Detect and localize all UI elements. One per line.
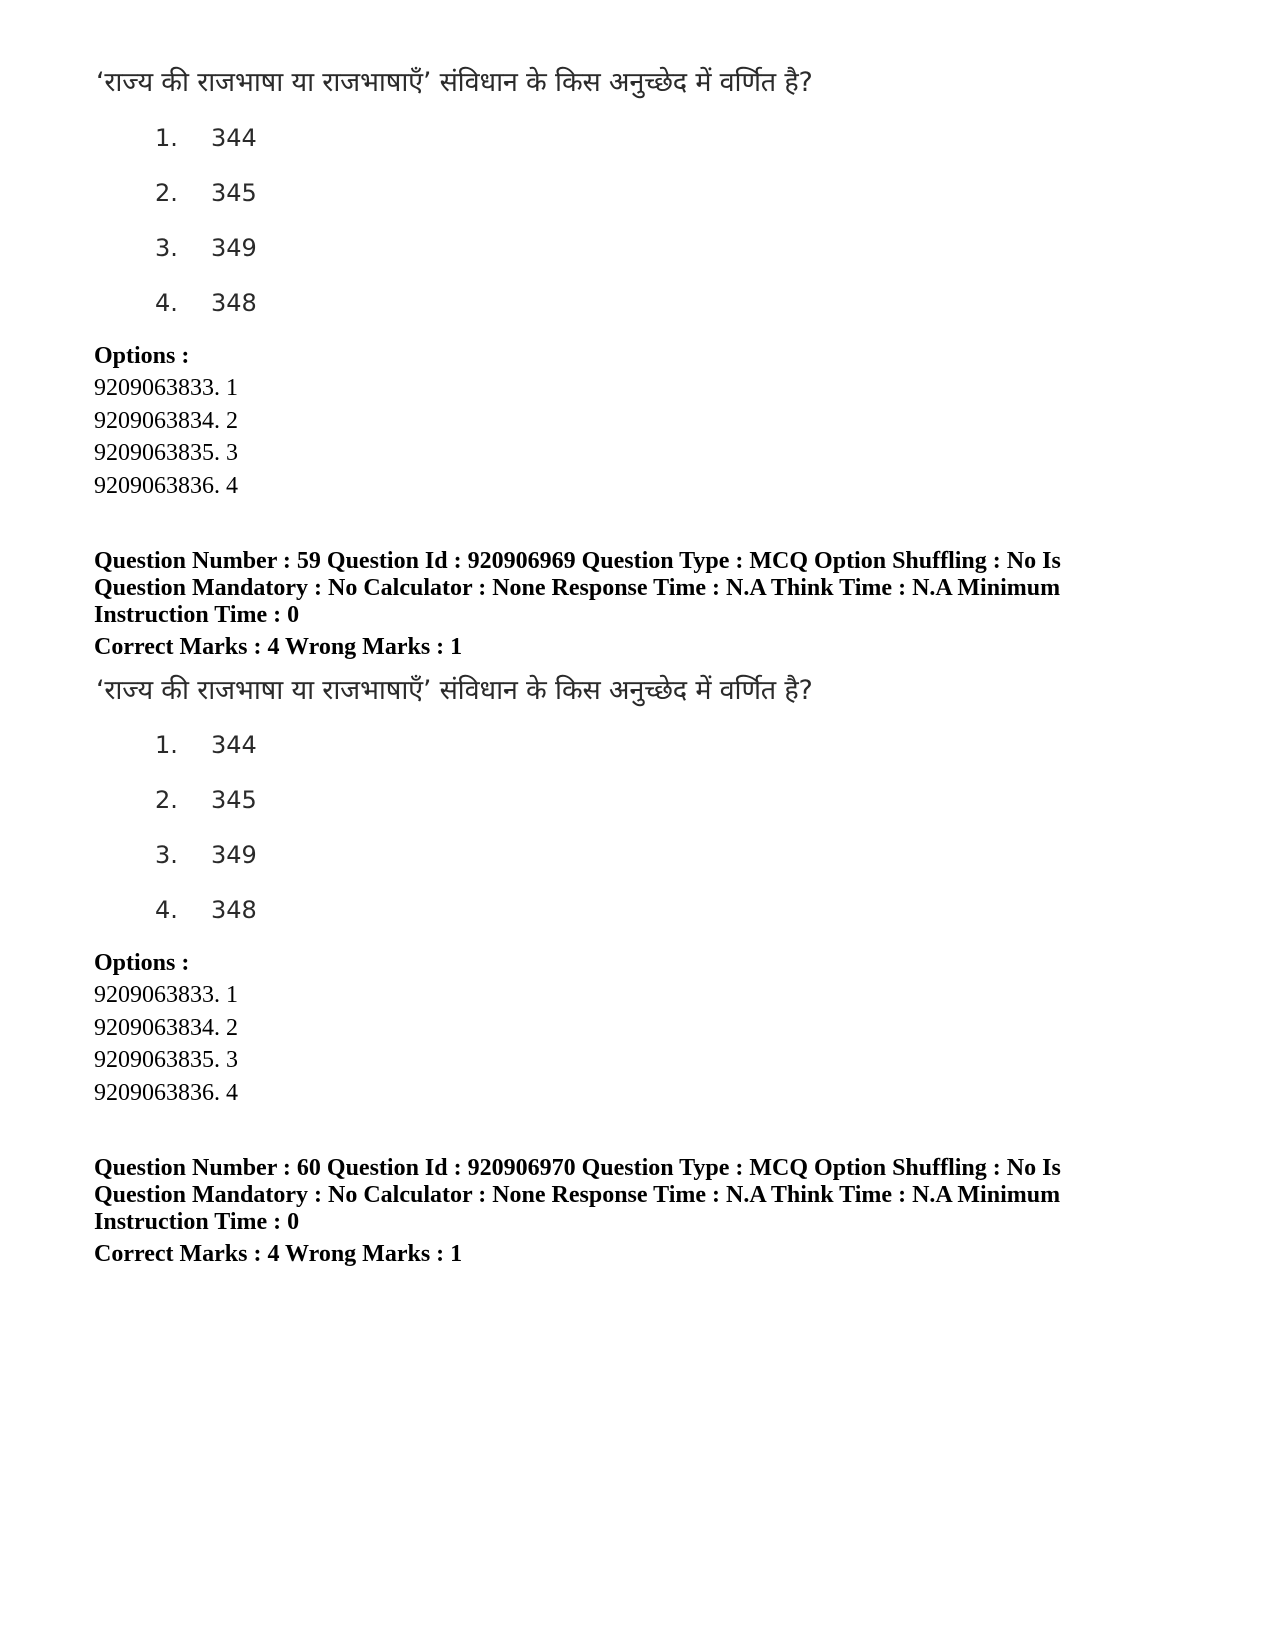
choice-row (155, 841, 355, 871)
option-id-line: 9209063833. 1 (94, 375, 238, 401)
choice-number: 4. (155, 896, 178, 924)
choice-value: 345 (211, 179, 257, 207)
question-meta-line: Instruction Time : 0 (94, 602, 300, 628)
marks-line: Correct Marks : 4 Wrong Marks : 1 (94, 1241, 463, 1267)
choice-row (155, 896, 355, 926)
question-meta-line: Question Mandatory : No Calculator : None Response Time : N.A Think Time : N.A Minimum (94, 1182, 1061, 1208)
choice-row (155, 124, 355, 154)
option-id-line: 9209063833. 1 (94, 982, 238, 1008)
choice-value: 349 (211, 841, 257, 869)
choice-value: 348 (211, 289, 257, 317)
choice-row (155, 786, 355, 816)
option-id-line: 9209063834. 2 (94, 408, 238, 434)
choice-row (155, 179, 355, 209)
options-label: Options : (94, 950, 190, 976)
choice-number: 3. (155, 234, 178, 262)
question-text: ‘राज्य की राजभाषा या राजभाषाएँ’ संविधान के किस अनुच्छेद में वर्णित है? (96, 67, 813, 98)
choice-number: 3. (155, 841, 178, 869)
choice-row (155, 234, 355, 264)
choice-number: 1. (155, 124, 178, 152)
options-label: Options : (94, 343, 190, 369)
option-id-line: 9209063836. 4 (94, 473, 238, 499)
choice-row (155, 289, 355, 319)
option-id-line: 9209063836. 4 (94, 1080, 238, 1106)
question-meta-line: Question Mandatory : No Calculator : None Response Time : N.A Think Time : N.A Minimum (94, 575, 1061, 601)
choice-number: 2. (155, 179, 178, 207)
question-meta-line: Instruction Time : 0 (94, 1209, 300, 1235)
choice-number: 4. (155, 289, 178, 317)
choice-value: 344 (211, 124, 257, 152)
option-id-line: 9209063835. 3 (94, 1047, 238, 1073)
question-text: ‘राज्य की राजभाषा या राजभाषाएँ’ संविधान के किस अनुच्छेद में वर्णित है? (96, 675, 813, 706)
choice-row (155, 731, 355, 761)
question-meta-line: Question Number : 60 Question Id : 920906970 Question Type : MCQ Option Shuffling : No Is (94, 1155, 1061, 1181)
choice-value: 345 (211, 786, 257, 814)
choice-number: 2. (155, 786, 178, 814)
option-id-line: 9209063835. 3 (94, 440, 238, 466)
choice-value: 348 (211, 896, 257, 924)
choice-value: 344 (211, 731, 257, 759)
question-meta-line: Question Number : 59 Question Id : 920906969 Question Type : MCQ Option Shuffling : No Is (94, 548, 1061, 574)
option-id-line: 9209063834. 2 (94, 1015, 238, 1041)
marks-line: Correct Marks : 4 Wrong Marks : 1 (94, 634, 463, 660)
choice-value: 349 (211, 234, 257, 262)
choice-number: 1. (155, 731, 178, 759)
